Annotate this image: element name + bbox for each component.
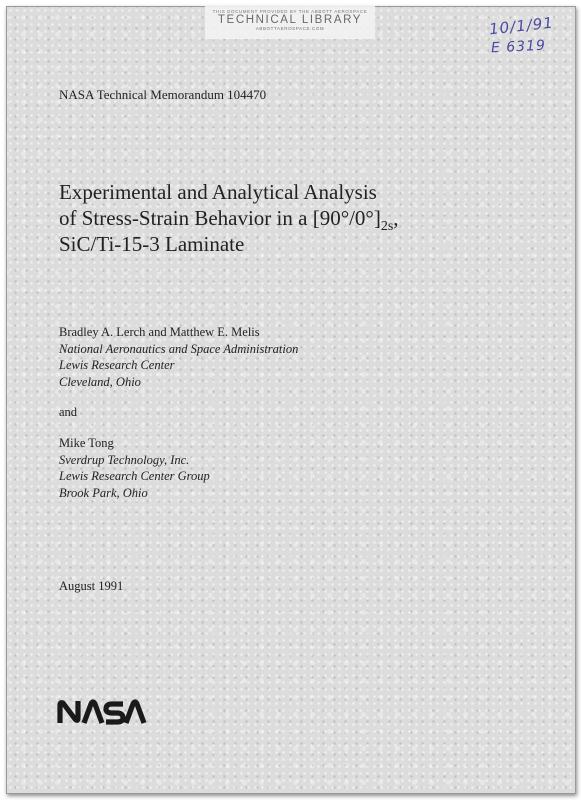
publication-date: August 1991 xyxy=(59,579,124,593)
title-line-2-main: of Stress-Strain Behavior in a [90°/0°] xyxy=(59,206,381,230)
title-subscript: 2s xyxy=(380,219,394,234)
author-names: Bradley A. Lerch and Matthew E. Melis xyxy=(59,325,260,339)
nasa-logo xyxy=(57,699,149,725)
title-line-3: SiC/Ti-15-3 Laminate xyxy=(59,232,245,256)
author-block-2 xyxy=(59,435,210,501)
author-name: Mike Tong xyxy=(59,436,114,450)
title-line-1: Experimental and Analytical Analysis xyxy=(59,180,377,204)
author-block-1 xyxy=(59,324,298,390)
author-affiliation-1: National Aeronautics and Space Administration xyxy=(59,341,299,356)
library-stamp xyxy=(205,5,375,39)
author2-affiliation-1: Sverdrup Technology, Inc. xyxy=(59,452,190,467)
handwritten-code: E 6319 xyxy=(490,37,547,57)
stamp-top-line: THIS DOCUMENT PROVIDED BY THE ABBOTT AEROSPACE xyxy=(212,9,368,14)
author-affiliation-2: Lewis Research Center xyxy=(59,358,175,373)
stamp-main-text: TECHNICAL LIBRARY xyxy=(217,14,363,26)
conjunction: and xyxy=(59,405,78,419)
author2-affiliation-3: Brook Park, Ohio xyxy=(59,485,148,500)
handwritten-date: 10/1/91 xyxy=(488,13,555,39)
document-title xyxy=(59,179,399,257)
document-page xyxy=(6,6,576,794)
author2-affiliation-2: Lewis Research Center Group xyxy=(59,469,210,484)
author-affiliation-3: Cleveland, Ohio xyxy=(59,374,141,389)
title-line-2-end: , xyxy=(393,206,399,230)
stamp-url: ABBOTTAEROSPACE.COM xyxy=(255,26,325,31)
title-line-2 xyxy=(59,205,399,234)
memo-number: NASA Technical Memorandum 104470 xyxy=(59,87,267,102)
